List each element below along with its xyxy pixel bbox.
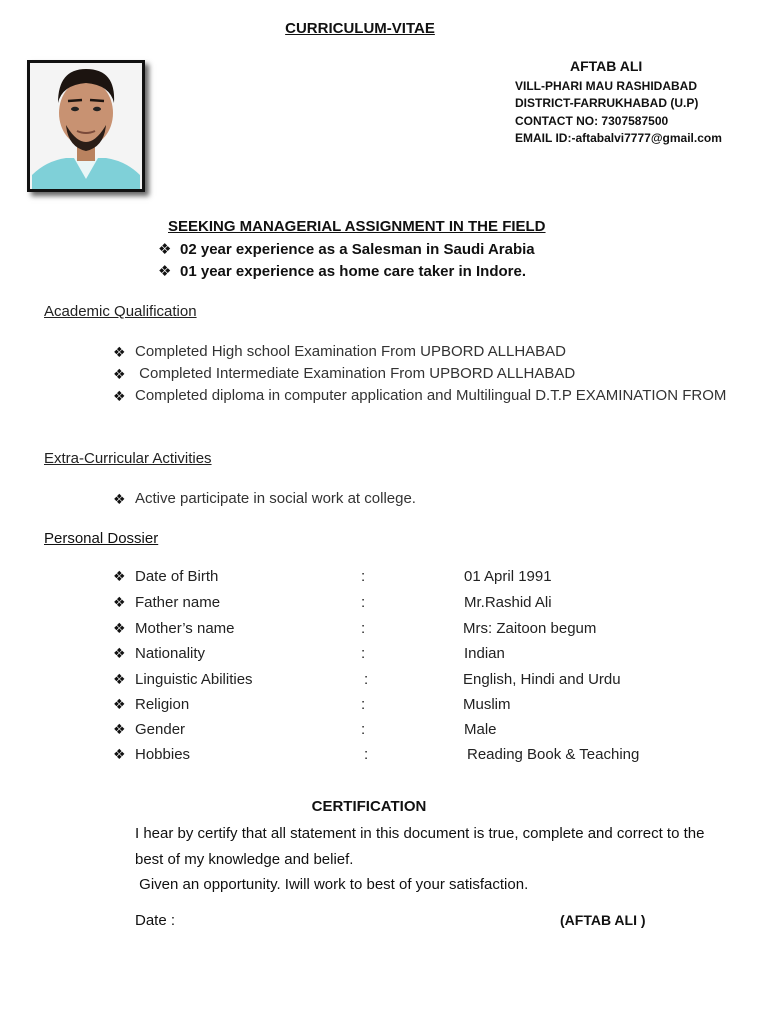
- diamond-bullet-icon: ❖: [113, 491, 126, 507]
- personal-dossier-heading: Personal Dossier: [44, 530, 159, 547]
- dossier-colon: :: [364, 671, 369, 688]
- diamond-bullet-icon: ❖: [113, 366, 126, 382]
- diamond-bullet-icon: ❖: [113, 696, 126, 712]
- dossier-row-religion: [113, 696, 733, 720]
- objective-heading: SEEKING MANAGERIAL ASSIGNMENT IN THE FIELD: [168, 218, 546, 235]
- dossier-label: Mother’s name: [135, 620, 235, 637]
- dossier-value: Mrs: Zaitoon begum: [463, 620, 597, 637]
- dossier-colon: :: [361, 594, 366, 611]
- dossier-label: Hobbies: [135, 746, 191, 763]
- person-photo-icon: [30, 63, 142, 189]
- extra-curricular-heading: Extra-Curricular Activities: [44, 450, 212, 467]
- dossier-row-mother: [113, 620, 733, 644]
- address-line-village: VILL-PHARI MAU RASHIDABAD: [515, 78, 697, 93]
- contact-phone: CONTACT NO: 7307587500: [515, 113, 669, 128]
- dossier-colon: :: [361, 645, 366, 662]
- diamond-bullet-icon: ❖: [113, 746, 126, 762]
- dossier-label: Gender: [135, 721, 186, 738]
- dossier-row-hobbies: [113, 746, 733, 770]
- experience-item: [158, 262, 526, 280]
- dossier-label: Linguistic Abilities: [135, 671, 253, 688]
- list-item-text: Completed Intermediate Examination From UPBORD ALLHABAD: [135, 365, 576, 382]
- extra-curricular-list: [113, 488, 733, 510]
- certification-closing: Given an opportunity. Iwill work to best of your satisfaction.: [135, 876, 529, 893]
- dossier-value: Muslim: [463, 696, 511, 713]
- dossier-value: Mr.Rashid Ali: [464, 594, 552, 611]
- experience-item: [158, 240, 535, 258]
- dossier-value: Reading Book & Teaching: [467, 746, 640, 763]
- dossier-colon: :: [361, 696, 366, 713]
- signature-name: (AFTAB ALI ): [560, 912, 646, 928]
- diamond-bullet-icon: ❖: [113, 344, 126, 360]
- dossier-row-dob: [113, 568, 733, 592]
- dossier-colon: :: [361, 568, 366, 585]
- experience-text: 01 year experience as home care taker in Indore.: [180, 263, 527, 280]
- dossier-label: Religion: [135, 696, 190, 713]
- candidate-name: AFTAB ALI: [570, 58, 643, 74]
- list-item-text: Completed High school Examination From UPBORD ALLHABAD: [135, 343, 567, 360]
- dossier-colon: :: [361, 620, 366, 637]
- diamond-bullet-icon: ❖: [113, 568, 126, 584]
- diamond-bullet-icon: ❖: [158, 263, 172, 280]
- dossier-label: Nationality: [135, 645, 206, 662]
- profile-photo: [27, 60, 145, 192]
- dossier-row-languages: [113, 671, 733, 695]
- dossier-label: Father name: [135, 594, 221, 611]
- dossier-row-father: [113, 594, 733, 618]
- address-line-district: DISTRICT-FARRUKHABAD (U.P): [515, 96, 699, 110]
- diamond-bullet-icon: ❖: [113, 671, 126, 687]
- dossier-value: Male: [464, 721, 497, 738]
- contact-block: [515, 58, 722, 148]
- diamond-bullet-icon: ❖: [113, 594, 126, 610]
- list-item: [113, 385, 733, 407]
- list-item-text: Active participate in social work at college.: [135, 490, 416, 507]
- dossier-label: Date of Birth: [135, 568, 219, 585]
- diamond-bullet-icon: ❖: [113, 721, 126, 737]
- dossier-value: 01 April 1991: [464, 568, 552, 585]
- dossier-colon: :: [361, 721, 366, 738]
- certification-text: [135, 821, 735, 898]
- contact-email: EMAIL ID:-aftabalvi7777@gmail.com: [515, 131, 722, 145]
- academic-list: [113, 341, 733, 407]
- diamond-bullet-icon: ❖: [113, 620, 126, 636]
- dossier-row-gender: [113, 721, 733, 745]
- academic-heading: Academic Qualification: [44, 303, 197, 320]
- list-item: [113, 363, 733, 385]
- diamond-bullet-icon: ❖: [158, 241, 172, 258]
- dossier-value: English, Hindi and Urdu: [463, 671, 621, 688]
- date-label: Date :: [135, 912, 176, 929]
- list-item: [113, 341, 733, 363]
- diamond-bullet-icon: ❖: [113, 388, 126, 404]
- experience-text: 02 year experience as a Salesman in Saudi Arabia: [180, 241, 535, 258]
- diamond-bullet-icon: ❖: [113, 645, 126, 661]
- dossier-row-nationality: [113, 645, 733, 669]
- list-item-text: Completed diploma in computer application and Multilingual D.T.P EXAMINATION FROM: [135, 387, 727, 404]
- certification-heading: CERTIFICATION: [311, 798, 427, 815]
- certification-statement: I hear by certify that all statement in this document is true, complete and correct to the best of my knowledge and belief.: [135, 825, 705, 868]
- page-title: CURRICULUM-VITAE: [285, 20, 435, 37]
- dossier-colon: :: [364, 746, 369, 763]
- dossier-value: Indian: [464, 645, 505, 662]
- list-item: [113, 488, 733, 510]
